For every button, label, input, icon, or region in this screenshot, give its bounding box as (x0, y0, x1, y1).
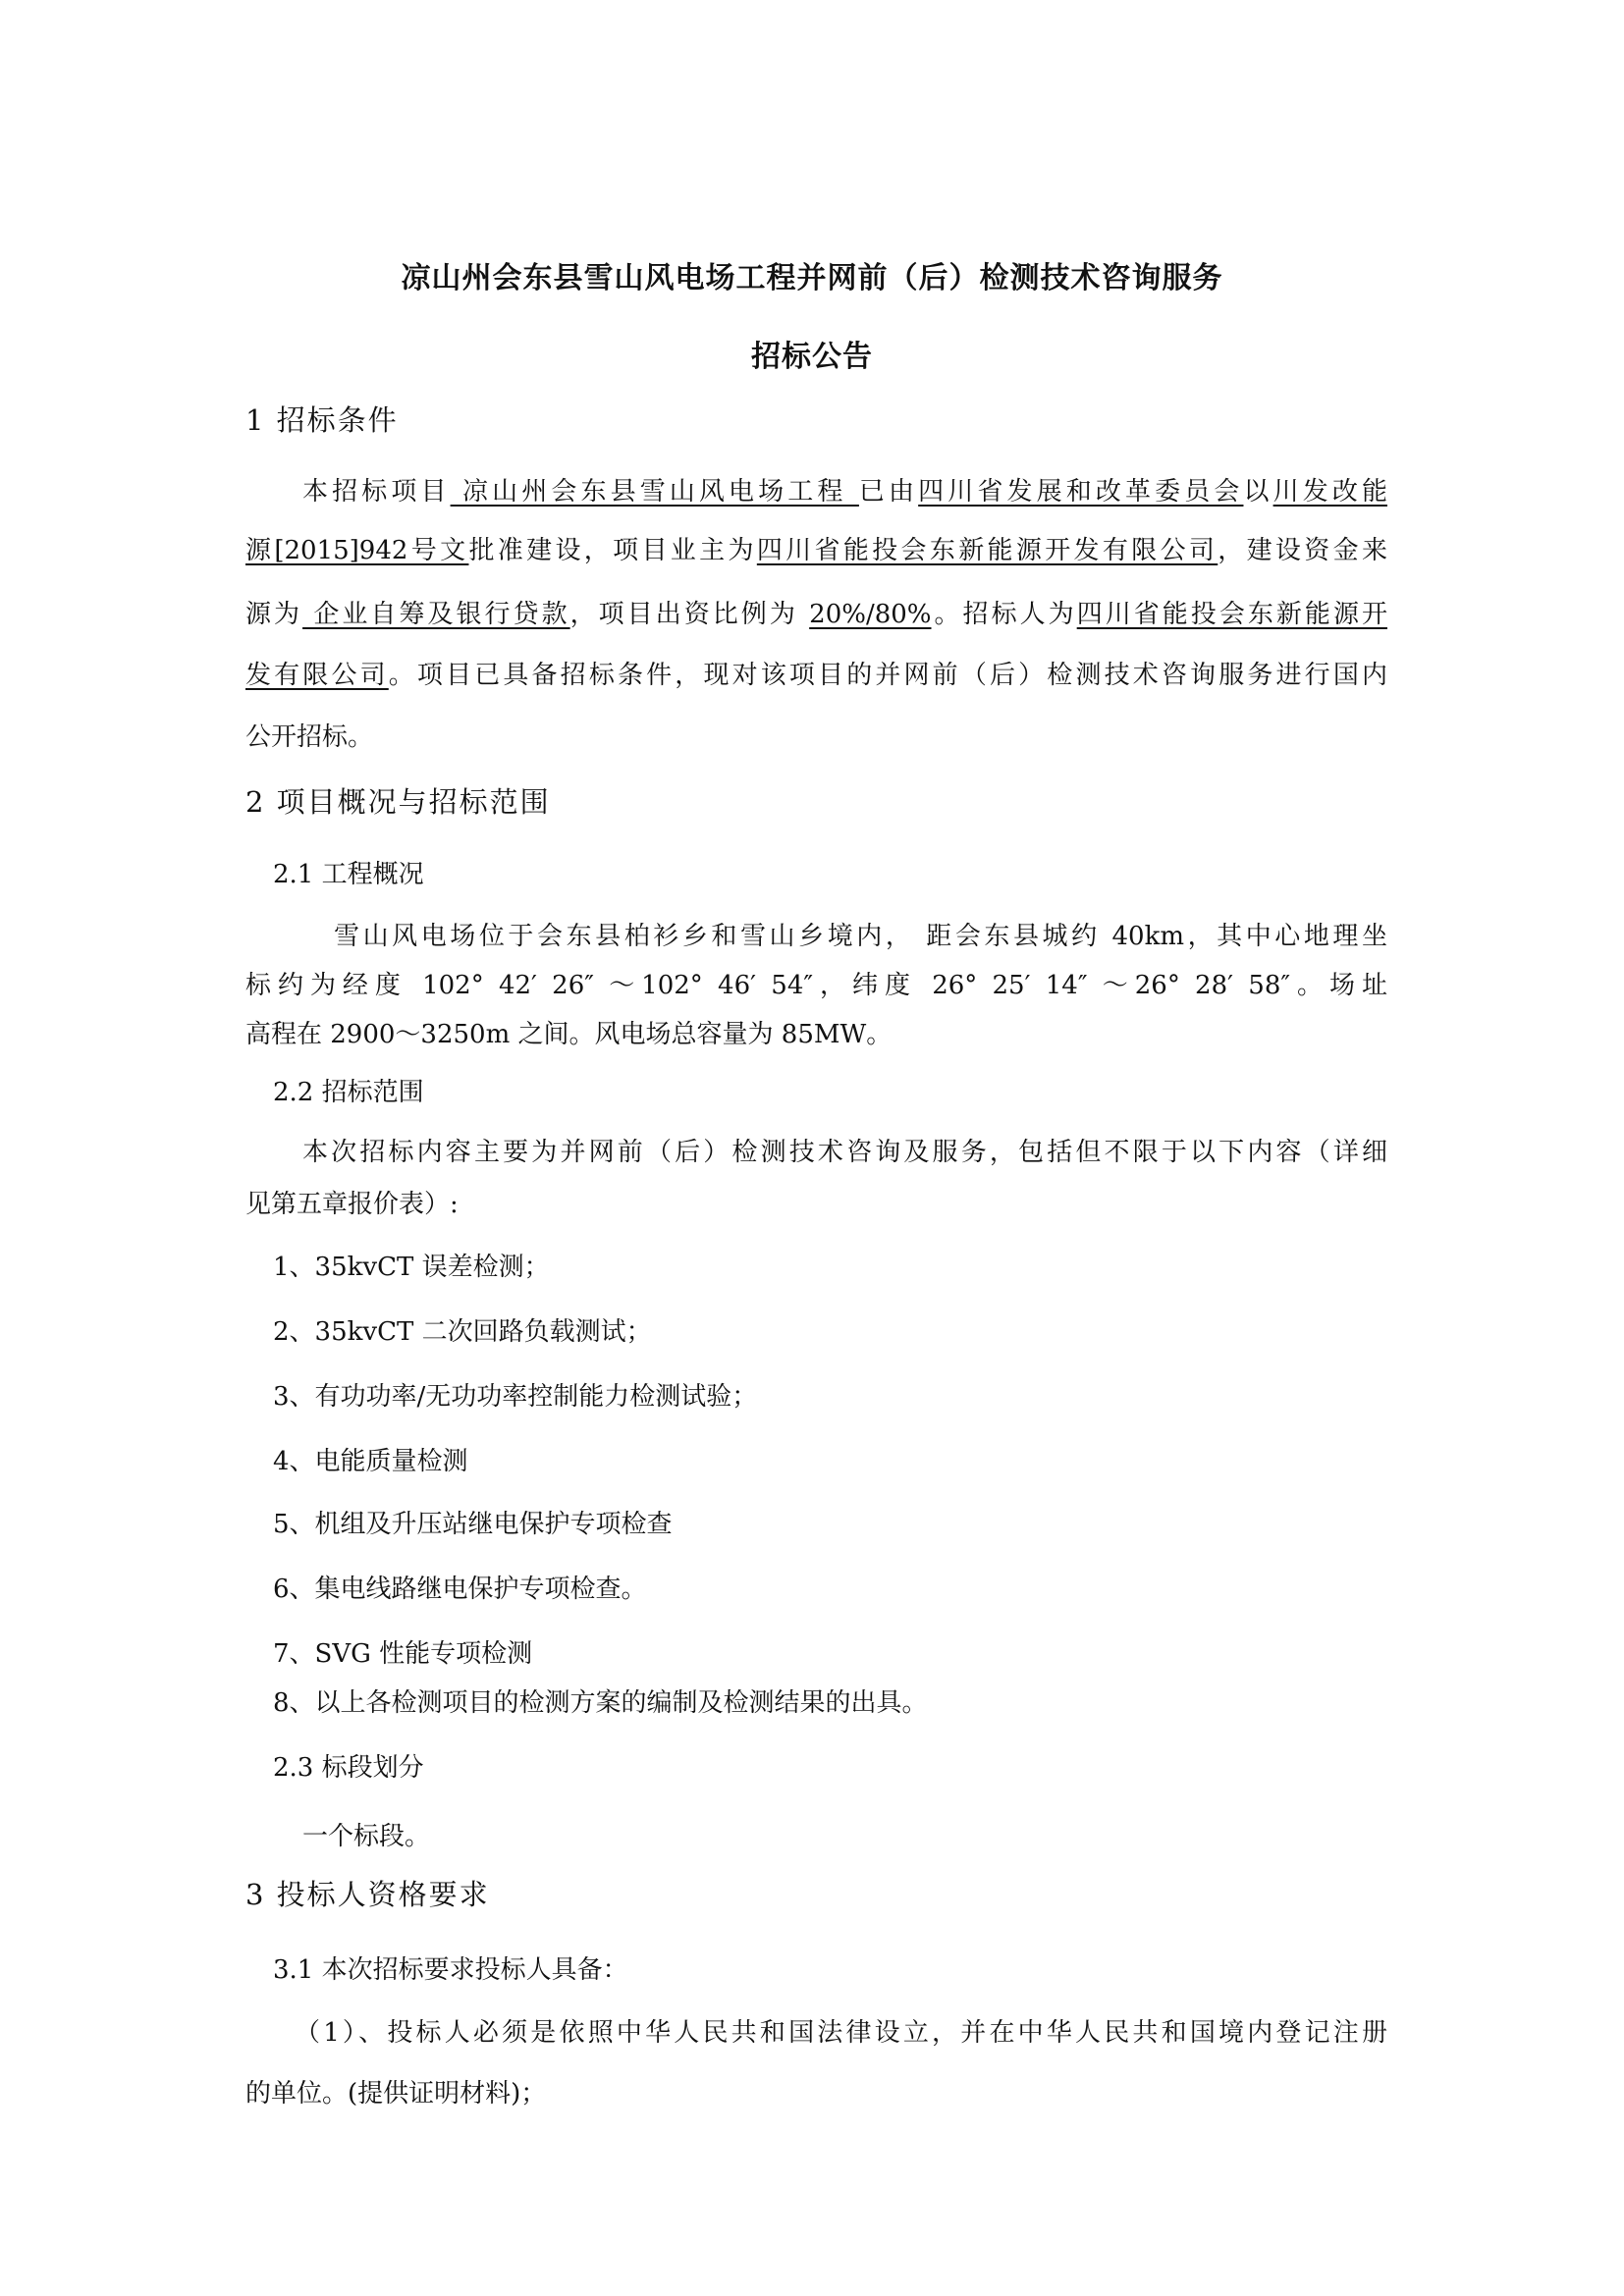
fund-source: 企业自筹及银行贷款 (302, 600, 570, 629)
section-1-heading: 1 招标条件 (245, 403, 399, 437)
section-2-1-heading: 2.1 工程概况 (273, 860, 424, 889)
document-title: 凉山州会东县雪山风电场工程并网前（后）检测技术咨询服务 (401, 261, 1223, 295)
qualification-line-2: 的单位。(提供证明材料)； (245, 2079, 547, 2109)
text-segment: ，项目出资比例为 (569, 600, 810, 629)
fund-ratio: 20%/80% (809, 600, 932, 629)
scope-item: 7、SVG 性能专项检测 (273, 1639, 533, 1669)
section-1-paragraph-line-3 (245, 594, 1387, 630)
scope-line-1: 本次招标内容主要为并网前（后）检测技术咨询及服务，包括但不限于以下内容（详细 (302, 1138, 1387, 1167)
scope-item: 5、机组及升压站继电保护专项检查 (273, 1510, 673, 1539)
text-segment: 。项目已具备招标条件，现对该项目的并网前（后）检测技术咨询服务进行国内 (388, 661, 1387, 690)
scope-item: 4、电能质量检测 (273, 1447, 468, 1476)
section-1-paragraph-line-4 (245, 655, 1387, 691)
text-segment: 。招标人为 (931, 600, 1077, 629)
document-subtitle: 招标公告 (751, 340, 873, 374)
qualification-line-1: （1）、投标人必须是依照中华人民共和国法律设立，并在中华人民共和国境内登记注册 (295, 2018, 1387, 2048)
scope-item: 8、以上各检测项目的检测方案的编制及检测结果的出具。 (273, 1688, 928, 1718)
text-segment: 批准建设，项目业主为 (468, 536, 757, 565)
text-segment: 已由 (858, 477, 919, 507)
section-3-1-heading: 3.1 本次招标要求投标人具备： (273, 1955, 628, 1985)
text-segment: 以 (1243, 477, 1273, 507)
tenderer-name: 四川省能投会东新能源开 (1076, 600, 1387, 629)
section-1-paragraph-line-1 (302, 471, 1387, 507)
project-overview-line-1: 雪山风电场位于会东县柏衫乡和雪山乡境内， 距会东县城约 40km，其中心地理坐 (334, 922, 1387, 951)
section-2-heading: 2 项目概况与招标范围 (245, 785, 551, 819)
owner-name: 四川省能投会东新能源开发有限公司 (756, 536, 1218, 565)
project-overview-line-2: 标约为经度 102° 42′ 26″ ～102° 46′ 54″，纬度 26° 25′ 14″ ～26° 28′ 58″。场址 (245, 971, 1387, 1000)
scope-item: 6、集电线路继电保护专项检查。 (273, 1575, 647, 1604)
text-segment: 源为 (245, 600, 303, 629)
approval-document: 川发改能 (1272, 477, 1387, 507)
scope-line-2: 见第五章报价表）: (245, 1190, 459, 1219)
scope-item: 3、有功功率/无功功率控制能力检测试验； (273, 1382, 758, 1412)
scope-item: 2、35kvCT 二次回路负载测试； (273, 1317, 652, 1347)
section-3-heading: 3 投标人资格要求 (245, 1878, 490, 1911)
approval-document: 源[2015]942号文 (245, 536, 469, 565)
scope-item: 1、35kvCT 误差检测； (273, 1253, 550, 1282)
section-1-paragraph-line-2 (245, 530, 1387, 566)
approver-name: 四川省发展和改革委员会 (918, 477, 1244, 507)
text-segment: 本招标项目 (302, 477, 451, 507)
project-name: 凉山州会东县雪山风电场工程 (450, 477, 859, 507)
lot-division-text: 一个标段。 (302, 1822, 431, 1851)
section-2-2-heading: 2.2 招标范围 (273, 1078, 424, 1107)
text-segment: ，建设资金来 (1218, 536, 1387, 565)
tenderer-name: 发有限公司 (245, 661, 389, 690)
project-overview-line-3: 高程在 2900～3250m 之间。风电场总容量为 85MW。 (245, 1020, 893, 1049)
section-2-3-heading: 2.3 标段划分 (273, 1753, 424, 1783)
section-1-paragraph-line-5: 公开招标。 (245, 722, 374, 752)
